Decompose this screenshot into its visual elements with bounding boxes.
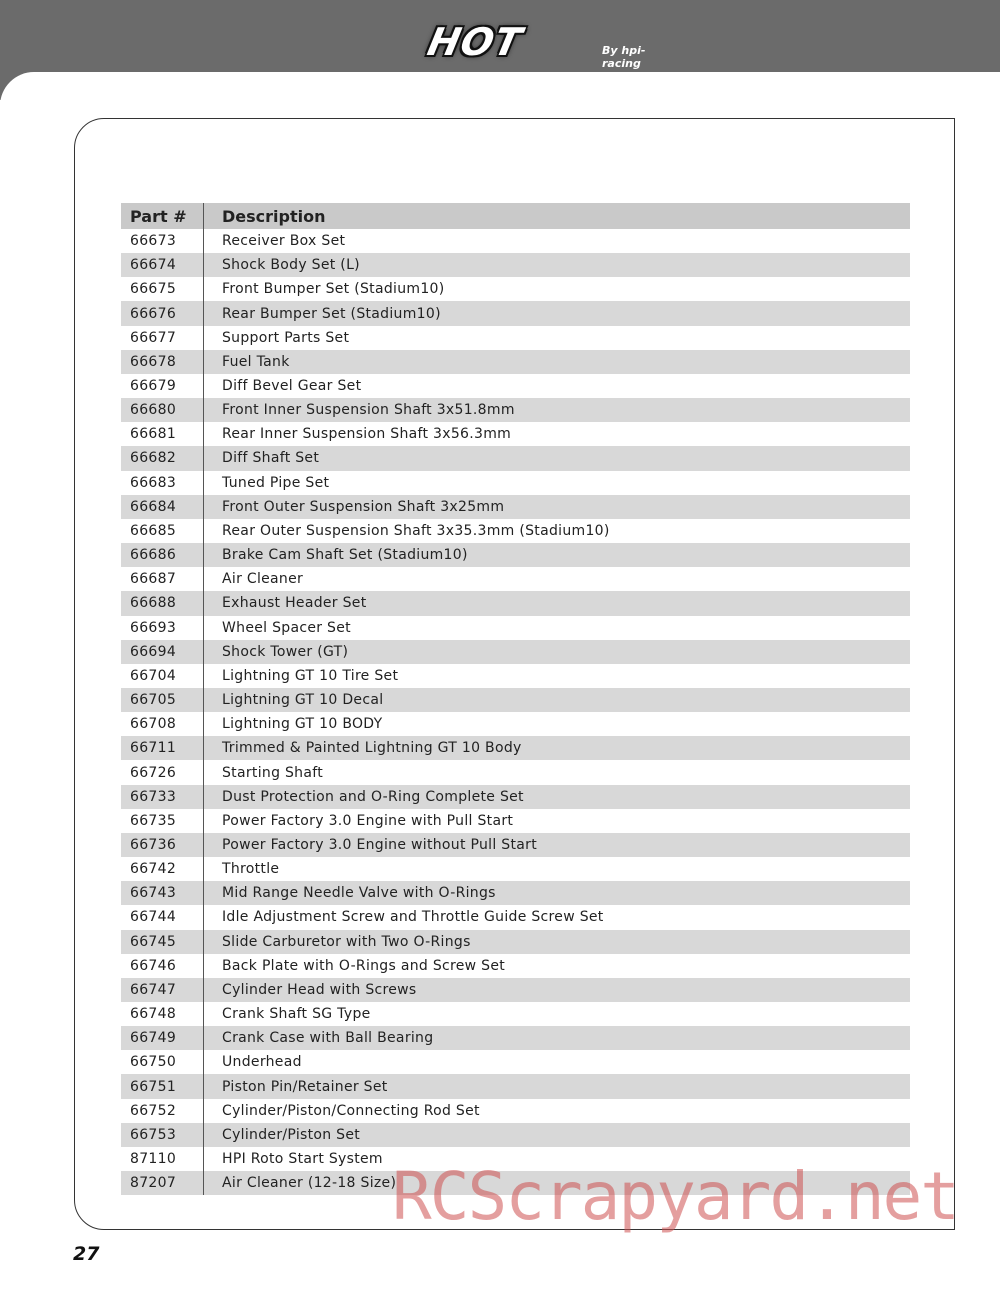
description-cell: Diff Bevel Gear Set (222, 378, 362, 395)
part-number-cell: 66676 (121, 301, 204, 325)
description-cell: Brake Cam Shaft Set (Stadium10) (204, 543, 911, 567)
part-number-cell: 66686 (121, 543, 204, 567)
description-cell: Crank Case with Ball Bearing (204, 1026, 911, 1050)
part-number-cell: 66752 (121, 1099, 204, 1123)
description-cell: Support Parts Set (222, 329, 350, 346)
part-number-cell: 66679 (121, 374, 204, 398)
part-number-cell: 66682 (121, 446, 204, 470)
description-cell: Rear Outer Suspension Shaft 3x35.3mm (Stadium10) (222, 522, 610, 539)
description-cell: Underhead (222, 1054, 302, 1071)
table-row (121, 785, 910, 809)
part-number-cell: 87207 (121, 1171, 204, 1195)
part-number-cell: 66744 (121, 905, 204, 929)
table-row (121, 640, 910, 664)
description-cell: Shock Tower (GT) (204, 640, 911, 664)
description-cell: Cylinder/Piston/Connecting Rod Set (222, 1102, 480, 1119)
watermark: RCScrapyard.net (392, 1158, 959, 1235)
table-row (121, 978, 910, 1002)
part-number-cell: 66687 (121, 567, 204, 591)
part-number-cell: 66749 (121, 1026, 204, 1050)
description-cell: Piston Pin/Retainer Set (204, 1074, 911, 1098)
description-cell: Air Cleaner (222, 571, 304, 588)
description-cell: Starting Shaft (222, 764, 324, 781)
table-row (121, 688, 910, 712)
part-number-cell: 87110 (121, 1147, 204, 1171)
description-cell: Lightning GT 10 Tire Set (222, 667, 399, 684)
table-row (121, 954, 910, 978)
description-cell: Rear Inner Suspension Shaft 3x56.3mm (222, 426, 512, 443)
logo-subtext: By hpi-racing (602, 44, 646, 70)
table-row (121, 350, 910, 374)
table-row (121, 881, 910, 905)
table-row (121, 422, 910, 446)
table-row (121, 809, 910, 833)
table-row (121, 833, 910, 857)
table-row (121, 253, 910, 277)
table-row (121, 326, 910, 350)
description-cell: Air Cleaner (12-18 Size) (204, 1171, 911, 1195)
table-row (121, 905, 910, 929)
part-number-cell: 66678 (121, 350, 204, 374)
description-cell: Dust Protection and O-Ring Complete Set (204, 785, 911, 809)
part-number-cell: 66726 (121, 760, 204, 784)
description-cell: Back Plate with O-Rings and Screw Set (222, 957, 506, 974)
description-cell: HPI Roto Start System (222, 1151, 383, 1168)
part-number-cell: 66704 (121, 664, 204, 688)
table-row (121, 519, 910, 543)
description-cell: Power Factory 3.0 Engine without Pull Start (204, 833, 911, 857)
part-number-cell: 66708 (121, 712, 204, 736)
part-number-cell: 66705 (121, 688, 204, 712)
table-row (121, 229, 910, 253)
part-number-cell: 66693 (121, 616, 204, 640)
description-cell: Power Factory 3.0 Engine with Pull Start (222, 812, 514, 829)
part-number-cell: 66750 (121, 1050, 204, 1074)
parts-table-body (121, 229, 910, 1195)
table-row (121, 1074, 910, 1098)
table-row (121, 567, 910, 591)
part-number-cell: 66745 (121, 930, 204, 954)
column-header-part: Part # (121, 203, 204, 229)
table-row (121, 857, 910, 881)
hot-bodies-logo (340, 14, 670, 70)
part-number-cell: 66677 (121, 326, 204, 350)
part-number-cell: 66684 (121, 495, 204, 519)
description-cell: Front Outer Suspension Shaft 3x25mm (204, 495, 911, 519)
table-row (121, 1002, 910, 1026)
description-cell: Mid Range Needle Valve with O-Rings (204, 881, 911, 905)
table-row (121, 446, 910, 470)
part-number-cell: 66742 (121, 857, 204, 881)
parts-table (121, 203, 910, 1195)
table-row (121, 1026, 910, 1050)
description-cell: Cylinder Head with Screws (204, 978, 911, 1002)
table-row (121, 616, 910, 640)
description-cell: Trimmed & Painted Lightning GT 10 Body (204, 736, 911, 760)
table-row (121, 760, 910, 784)
part-number-cell: 66736 (121, 833, 204, 857)
table-row (121, 374, 910, 398)
table-row (121, 664, 910, 688)
table-row (121, 736, 910, 760)
part-number-cell: 66685 (121, 519, 204, 543)
part-number-cell: 66673 (121, 229, 204, 253)
description-cell: Exhaust Header Set (204, 591, 911, 615)
part-number-cell: 66733 (121, 785, 204, 809)
description-cell: Lightning GT 10 BODY (222, 716, 383, 733)
description-cell: Shock Body Set (L) (204, 253, 911, 277)
part-number-cell: 66743 (121, 881, 204, 905)
description-cell: Front Bumper Set (Stadium10) (222, 281, 445, 298)
table-row (121, 277, 910, 301)
description-cell: Front Inner Suspension Shaft 3x51.8mm (204, 398, 911, 422)
logo-text: HOT (423, 20, 527, 64)
description-cell: Throttle (222, 861, 280, 878)
table-row (121, 495, 910, 519)
description-cell: Slide Carburetor with Two O-Rings (204, 930, 911, 954)
table-header-row (121, 203, 910, 229)
page-number: 27 (73, 1243, 100, 1265)
table-row (121, 1123, 910, 1147)
column-header-description: Description (204, 203, 911, 229)
table-row (121, 1050, 910, 1074)
part-number-cell: 66753 (121, 1123, 204, 1147)
part-number-cell: 66747 (121, 978, 204, 1002)
table-row (121, 930, 910, 954)
part-number-cell: 66680 (121, 398, 204, 422)
part-number-cell: 66735 (121, 809, 204, 833)
part-number-cell: 66751 (121, 1074, 204, 1098)
description-cell: Rear Bumper Set (Stadium10) (204, 301, 911, 325)
table-row (121, 1099, 910, 1123)
table-row (121, 471, 910, 495)
table-row (121, 301, 910, 325)
description-cell: Receiver Box Set (222, 233, 346, 250)
part-number-cell: 66694 (121, 640, 204, 664)
part-number-cell: 66746 (121, 954, 204, 978)
description-cell: Crank Shaft SG Type (222, 1006, 371, 1023)
part-number-cell: 66748 (121, 1002, 204, 1026)
part-number-cell: 66683 (121, 471, 204, 495)
description-cell: Diff Shaft Set (204, 446, 911, 470)
description-cell: Lightning GT 10 Decal (204, 688, 911, 712)
table-row (121, 398, 910, 422)
part-number-cell: 66674 (121, 253, 204, 277)
table-row (121, 712, 910, 736)
description-cell: Fuel Tank (204, 350, 911, 374)
description-cell: Cylinder/Piston Set (204, 1123, 911, 1147)
description-cell: Wheel Spacer Set (222, 619, 351, 636)
part-number-cell: 66681 (121, 422, 204, 446)
table-row (121, 543, 910, 567)
part-number-cell: 66711 (121, 736, 204, 760)
description-cell: Tuned Pipe Set (222, 474, 330, 491)
table-row (121, 591, 910, 615)
part-number-cell: 66688 (121, 591, 204, 615)
description-cell: Idle Adjustment Screw and Throttle Guide Screw Set (222, 909, 604, 926)
part-number-cell: 66675 (121, 277, 204, 301)
